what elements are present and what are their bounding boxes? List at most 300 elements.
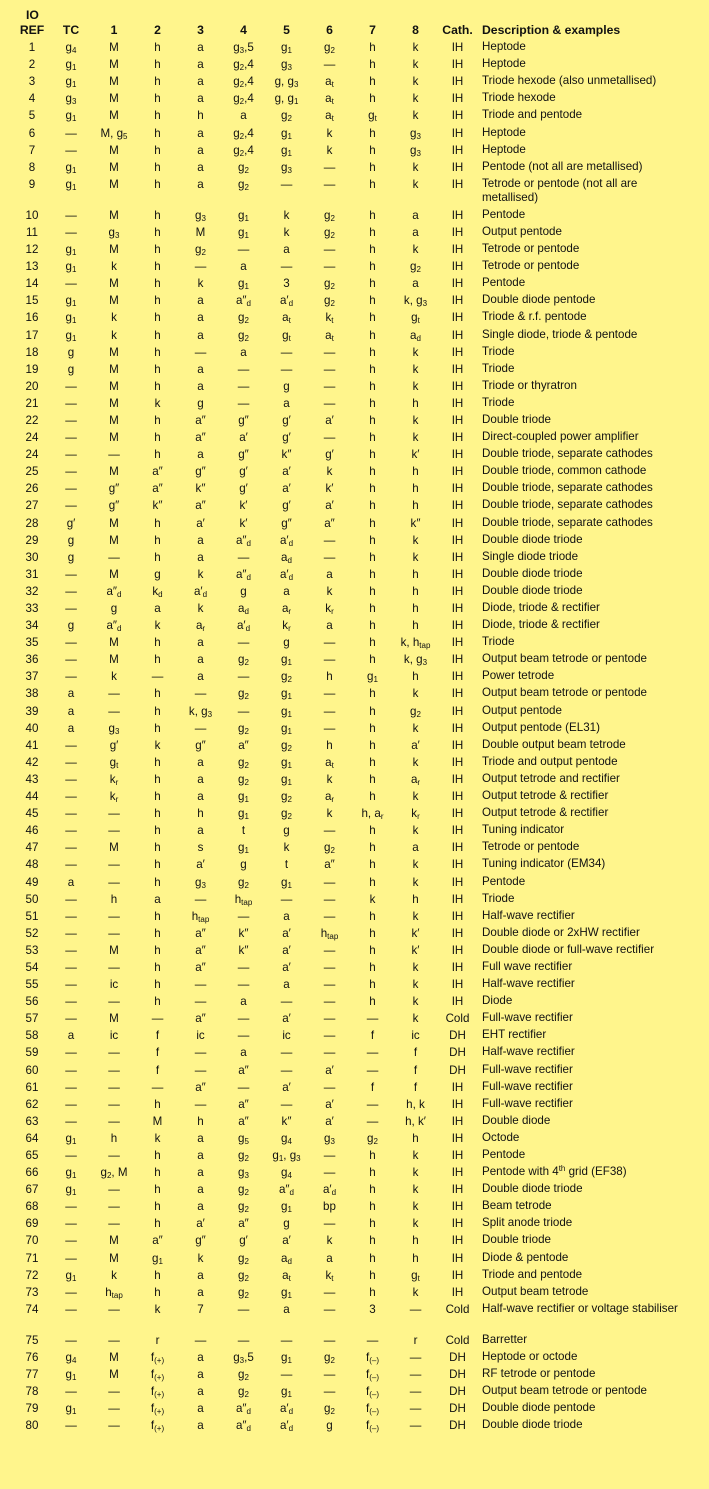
cathode-cell: IH: [451, 516, 464, 530]
pin-2-cell: h: [154, 721, 161, 735]
cathode-cell: IH: [451, 1149, 464, 1162]
cathode-cell: DH: [449, 1029, 466, 1043]
pin-6-cell: $a_r$: [324, 790, 335, 805]
pin-4-cell: $g_3,5$: [233, 41, 254, 56]
ref-cell: 14: [25, 277, 39, 291]
description-cell: Output beam tetrode or pentode: [482, 1384, 648, 1398]
pin-5-cell: a: [283, 243, 290, 257]
pin-1-cell: —: [108, 1385, 120, 1399]
pin-1-cell: M: [109, 943, 119, 957]
table-row: [14, 1233, 688, 1250]
ref-cell: 74: [25, 1302, 39, 1316]
cathode-cell: IH: [451, 670, 464, 684]
pin-6-cell: —: [323, 1012, 336, 1026]
cathode-cell: IH: [451, 225, 464, 239]
ref-cell: 55: [25, 978, 39, 992]
pin-2-cell: h: [154, 875, 161, 889]
pin-3-cell: —: [194, 345, 207, 359]
pin-5-cell: $g_1$: [281, 721, 292, 736]
cathode-cell: IH: [451, 362, 464, 376]
pin-4-cell: —: [237, 636, 250, 650]
pin-5-cell: $g_2$: [281, 109, 292, 124]
pin-7-cell: $g_1$: [367, 670, 378, 685]
table-row: [14, 1199, 688, 1216]
pin-2-cell: h: [154, 1217, 161, 1231]
table-row: [14, 1114, 688, 1131]
pin-4-cell: t: [241, 824, 246, 838]
pin-4-cell: g: [240, 584, 247, 598]
pin-2-cell: h: [154, 1183, 161, 1197]
pin-7-cell: f: [370, 1029, 375, 1043]
pin-3-cell: a: [197, 1368, 204, 1382]
pin-4-cell: $a''_d$: [235, 1402, 251, 1417]
pin-6-cell: $k_t$: [325, 311, 334, 326]
description-cell: Double triode, separate cathodes: [482, 481, 653, 495]
pin-1-cell: g″: [108, 482, 120, 496]
tc-cell: —: [65, 379, 77, 393]
pin-7-cell: h: [369, 790, 376, 804]
pin-7-cell: h: [369, 208, 376, 222]
pin-2-cell: M: [152, 1114, 163, 1128]
pin-8-cell: h: [412, 482, 419, 496]
pin-8-cell: h: [412, 567, 419, 581]
description-cell: Direct-coupled power amplifier: [482, 430, 639, 444]
description-cell: RF tetrode or pentode: [482, 1367, 596, 1381]
pin-6-cell: a″: [324, 858, 335, 872]
pin-4-cell: a′: [239, 431, 248, 445]
description-cell: Output tetrode & rectifier: [482, 789, 609, 803]
pin-5-cell: g: [283, 379, 290, 393]
ref-cell: 44: [25, 790, 39, 804]
pin-6-cell: a: [326, 619, 333, 633]
pin-6-cell: h: [326, 670, 333, 684]
pin-7-cell: h: [369, 687, 376, 701]
ref-cell: 27: [25, 499, 39, 513]
pin-8-cell: h: [412, 1131, 419, 1145]
pin-6-cell: —: [323, 1333, 336, 1347]
pin-5-cell: g: [283, 636, 290, 650]
pin-3-cell: a: [197, 362, 204, 376]
pin-3-cell: k: [197, 567, 204, 581]
pin-1-cell: —: [108, 1183, 120, 1197]
ref-cell: 77: [25, 1368, 39, 1382]
cathode-cell: IH: [451, 413, 464, 427]
pin-5-cell: a: [283, 1302, 290, 1316]
pin-5-cell: $a_t$: [282, 311, 291, 326]
pin-7-cell: h: [369, 225, 376, 239]
table-row: [14, 481, 688, 498]
tc-cell: —: [65, 824, 77, 838]
ref-cell: 20: [25, 379, 39, 393]
pin-4-cell: $g_2$: [238, 875, 249, 890]
description-cell: Double output beam tetrode: [482, 737, 626, 751]
pin-1-cell: —: [108, 824, 120, 838]
cathode-cell: DH: [449, 1063, 466, 1077]
pin-5-cell: a′: [282, 943, 291, 957]
pin-7-cell: h: [369, 482, 376, 496]
table-row: [14, 177, 688, 208]
pin-5-cell: $g_1$: [281, 875, 292, 890]
pin-5-cell: $g_1$: [281, 1200, 292, 1215]
description-cell: Power tetrode: [482, 669, 555, 683]
ref-cell: 65: [25, 1149, 39, 1162]
pin-3-cell: h: [197, 109, 204, 123]
pin-8-cell: k: [412, 177, 419, 191]
pin-5-cell: $a_d$: [281, 1251, 292, 1266]
pin-2-cell: $f_{(+)}$: [150, 1385, 165, 1400]
pin-7-cell: h: [369, 1251, 376, 1265]
description-cell: Full-wave rectifier: [482, 1062, 573, 1076]
pin-8-cell: —: [409, 1402, 422, 1416]
pin-6-cell: —: [323, 345, 336, 359]
pin-1-cell: M: [109, 41, 119, 55]
pin-1-cell: —: [108, 875, 120, 889]
pin-4-cell: $g_2,4$: [233, 58, 254, 73]
pin-5-cell: —: [280, 1368, 293, 1382]
table-row: [14, 806, 688, 823]
tc-cell: —: [65, 1285, 77, 1299]
pin-3-cell: a: [197, 294, 204, 308]
cathode-cell: IH: [451, 328, 464, 342]
pin-4-cell: k′: [239, 516, 248, 530]
pin-8-cell: k: [412, 858, 419, 872]
tc-cell: —: [65, 1385, 77, 1399]
pin-4-cell: —: [237, 978, 250, 992]
pin-5-cell: a′: [282, 960, 291, 974]
pin-7-cell: h: [369, 995, 376, 1009]
tc-cell: —: [65, 567, 77, 581]
pin-5-cell: 3: [283, 277, 290, 291]
pin-2-cell: h: [154, 160, 161, 174]
ref-cell: 1: [28, 41, 36, 55]
pin-4-cell: $g_2$: [238, 1285, 249, 1300]
pin-1-cell: M: [109, 58, 119, 72]
pin-8-cell: k: [412, 379, 419, 393]
cathode-cell: Cold: [445, 1302, 470, 1316]
pin-4-cell: $g_2,4$: [233, 143, 254, 158]
pin-2-cell: h: [154, 516, 161, 530]
pin-1-cell: —: [108, 909, 120, 923]
tc-cell: —: [65, 636, 77, 650]
pin-1-cell: —: [108, 807, 120, 821]
pin-8-cell: $g_3$: [410, 126, 421, 141]
tc-cell: —: [65, 892, 77, 906]
cathode-cell: DH: [449, 1402, 466, 1416]
pin-2-cell: h: [154, 550, 161, 564]
description-cell: Triode hexode (also unmetallised): [482, 74, 657, 88]
ref-cell: 30: [25, 550, 39, 564]
pin-7-cell: h: [369, 1183, 376, 1197]
tc-cell: $g_1$: [65, 311, 77, 326]
table-row: [14, 74, 688, 91]
pin-5-cell: $g_2$: [281, 670, 292, 685]
pin-6-cell: g′: [325, 448, 334, 462]
pin-5-cell: $g_3$: [281, 160, 292, 175]
cathode-cell: IH: [451, 260, 464, 274]
pin-4-cell: $g_2$: [238, 772, 249, 787]
pin-6-header: 6: [326, 23, 333, 37]
cathode-cell: IH: [451, 1131, 464, 1145]
pin-5-cell: k″: [281, 1114, 292, 1128]
pin-3-cell: a: [197, 1149, 204, 1162]
cathode-cell: IH: [451, 311, 464, 325]
pin-3-cell: s: [197, 841, 204, 855]
pin-7-cell: h: [369, 413, 376, 427]
pin-7-cell: h: [369, 1149, 376, 1162]
cathode-cell: IH: [451, 379, 464, 393]
pin-2-cell: h: [154, 75, 161, 89]
pin-3-cell: a″: [195, 960, 206, 974]
cathode-cell: IH: [451, 1097, 464, 1111]
pin-3-cell: 7: [197, 1302, 204, 1316]
description-cell: Double diode triode: [482, 583, 583, 597]
pin-7-cell: h: [369, 909, 376, 923]
pin-5-cell: ic: [282, 1029, 291, 1043]
pin-8-cell: —: [409, 1368, 422, 1382]
ref-cell: 25: [25, 465, 39, 479]
pin-6-cell: —: [323, 960, 336, 974]
pin-7-cell: h, $a_r$: [361, 807, 384, 822]
pin-3-cell: $g_2$: [195, 243, 206, 258]
description-cell: Double diode triode: [482, 532, 583, 546]
pin-3-cell: g: [197, 396, 204, 410]
pin-6-cell: —: [323, 824, 336, 838]
description-cell: Triode: [482, 635, 515, 649]
pin-6-cell: —: [323, 58, 336, 72]
description-cell: Single diode, triode & pentode: [482, 327, 638, 341]
table-row: [14, 823, 688, 840]
table-row: [14, 57, 688, 74]
pin-7-cell: h: [369, 567, 376, 581]
table-row: [14, 789, 688, 806]
description-cell: EHT rectifier: [482, 1028, 547, 1042]
description-cell: Triode and pentode: [482, 1267, 583, 1281]
pin-3-cell: g″: [195, 738, 206, 752]
pin-8-cell: k: [412, 995, 419, 1009]
pin-8-cell: k, $h_{tap}$: [400, 636, 431, 651]
pin-3-cell: a′: [196, 858, 205, 872]
pin-7-cell: h: [369, 772, 376, 786]
table-row: [14, 276, 688, 293]
table-row: [14, 1418, 688, 1435]
ref-cell: 79: [25, 1402, 39, 1416]
tc-cell: $g_1$: [65, 1368, 77, 1383]
pin-8-cell: a: [412, 225, 419, 239]
table-row: [14, 550, 688, 567]
tc-cell: —: [65, 225, 77, 239]
pin-4-cell: $a_d$: [238, 602, 249, 616]
pin-3-cell: a″: [195, 943, 206, 957]
pin-7-cell: h: [369, 92, 376, 106]
ref-cell: 17: [25, 328, 39, 342]
pin-6-cell: bp: [323, 1200, 336, 1214]
ref-cell: 46: [25, 824, 39, 838]
pin-5-cell: $g_1$: [281, 704, 292, 719]
ref-cell: 36: [25, 653, 39, 667]
pin-6-cell: —: [323, 875, 336, 889]
pin-2-cell: h: [154, 687, 161, 701]
pin-4-cell: $g_2$: [238, 1149, 249, 1163]
pin-7-header: 7: [369, 23, 376, 37]
description-cell: Triode: [482, 361, 515, 375]
pin-3-cell: a: [197, 670, 204, 684]
pin-4-cell: $g_2$: [238, 1251, 249, 1266]
description-cell: Double diode triode: [482, 1418, 583, 1432]
pin-1-cell: M: [109, 160, 119, 174]
pin-4-cell: $a''_d$: [235, 567, 251, 582]
pin-8-cell: k: [412, 755, 419, 769]
description-cell: Double diode triode: [482, 566, 583, 580]
pin-4-cell: $g_2$: [238, 653, 249, 668]
pin-2-cell: h: [154, 1200, 161, 1214]
ref-cell: 38: [25, 687, 39, 701]
pin-1-cell: M: [109, 533, 119, 547]
description-cell: Diode, triode & rectifier: [482, 618, 600, 632]
pin-7-cell: h: [369, 978, 376, 992]
description-cell: Half-wave rectifier: [482, 977, 575, 991]
cathode-cell: DH: [449, 1385, 466, 1399]
pin-1-cell: M: [109, 1234, 119, 1248]
pin-5-cell: —: [280, 1063, 293, 1077]
tc-cell: —: [65, 1097, 77, 1111]
tc-cell: —: [65, 1080, 77, 1094]
description-cell: Double triode: [482, 412, 551, 426]
table-row: [14, 994, 688, 1011]
pin-4-cell: $g_2$: [238, 1268, 249, 1283]
pin-4-cell: g: [240, 858, 247, 872]
pin-6-cell: $a_t$: [325, 755, 334, 770]
table-row: [14, 208, 688, 225]
tc-cell: —: [65, 482, 77, 496]
tc-cell: $g_1$: [65, 243, 77, 258]
pin-2-header: 2: [154, 23, 161, 37]
cathode-cell: IH: [451, 1285, 464, 1299]
tc-cell: —: [65, 1419, 77, 1433]
pin-6-cell: a′: [325, 1114, 334, 1128]
pin-1-cell: g: [110, 602, 118, 615]
tc-cell: g: [67, 550, 75, 564]
pin-1-cell: —: [108, 960, 120, 974]
pin-1-cell: $g_3$: [108, 225, 120, 240]
pin-7-cell: k: [369, 892, 376, 906]
pin-6-cell: $k_t$: [325, 1268, 334, 1283]
pin-8-cell: $g_2$: [410, 260, 421, 275]
pin-5-header: 5: [283, 23, 290, 37]
pin-8-cell: k: [412, 1149, 419, 1162]
ref-cell: 67: [25, 1183, 39, 1197]
cathode-cell: IH: [451, 109, 464, 123]
tc-cell: —: [65, 841, 77, 855]
ref-cell: 6: [28, 126, 36, 140]
tc-cell: —: [65, 431, 77, 445]
table-row: [14, 1350, 688, 1367]
table-row: [14, 1268, 688, 1285]
table-row: [14, 1251, 688, 1268]
pin-3-cell: a′: [196, 1217, 205, 1231]
pin-8-cell: k: [412, 875, 419, 889]
pin-4-cell: —: [237, 1080, 250, 1094]
tc-header: TC: [62, 23, 80, 37]
pin-2-cell: h: [154, 58, 161, 72]
cathode-cell: IH: [451, 926, 464, 940]
pin-4-cell: $g_1$: [238, 225, 249, 240]
pin-3-cell: a: [197, 1131, 204, 1145]
pin-8-cell: —: [409, 1419, 422, 1433]
table-row: [14, 362, 688, 379]
pin-1-cell: $g_t$: [109, 755, 119, 770]
table-row: [14, 567, 688, 584]
cathode-cell: IH: [451, 995, 464, 1009]
pin-4-cell: $g_2$: [238, 177, 249, 192]
cathode-cell: IH: [451, 143, 464, 157]
description-cell: Double diode pentode: [482, 1401, 596, 1415]
table-row: [14, 259, 688, 276]
ref-cell: 41: [25, 738, 39, 752]
pin-7-cell: —: [366, 1114, 379, 1128]
pin-2-cell: h: [154, 790, 161, 804]
pin-3-cell: a: [197, 790, 204, 804]
table-row: [14, 533, 688, 550]
description-cell: Pentode: [482, 276, 526, 290]
pin-7-cell: h: [369, 1200, 376, 1214]
table-row: [14, 293, 688, 310]
description-cell: Pentode (not all are metallised): [482, 159, 643, 173]
ref-cell: 76: [25, 1350, 39, 1364]
pin-6-cell: —: [323, 653, 336, 667]
pin-5-cell: $g_t$: [282, 328, 291, 343]
pin-5-cell: $g_2$: [281, 807, 292, 822]
pin-4-cell: $g_2$: [238, 721, 249, 736]
tc-cell: $g_4$: [65, 41, 77, 56]
ref-cell: 80: [25, 1419, 39, 1433]
ref-cell: 15: [25, 294, 39, 308]
table-row: [14, 755, 688, 772]
cathode-cell: IH: [451, 772, 464, 786]
pin-6-cell: —: [323, 1302, 336, 1316]
pin-8-cell: h, k: [406, 1097, 425, 1111]
description-cell: Barretter: [482, 1332, 528, 1346]
valve-base-connections-table: [14, 8, 688, 1435]
table-row: [14, 242, 688, 259]
pin-8-cell: k: [412, 362, 419, 376]
pin-6-cell: $g_2$: [324, 1402, 335, 1417]
cathode-cell: IH: [451, 943, 464, 957]
ref-cell: 13: [25, 260, 39, 274]
tc-cell: $g_1$: [65, 1131, 77, 1146]
pin-7-cell: h: [369, 533, 376, 547]
cathode-cell: IH: [451, 978, 464, 992]
pin-6-cell: $a_t$: [325, 328, 334, 343]
pin-1-cell: —: [108, 995, 120, 1009]
pin-8-cell: k: [412, 1217, 419, 1231]
pin-5-cell: $g_1$: [281, 126, 292, 141]
pin-8-cell: k: [412, 721, 419, 735]
pin-7-cell: $f_{(-)}$: [365, 1419, 379, 1434]
pin-3-cell: a: [197, 1200, 204, 1214]
table-row: [14, 1080, 688, 1097]
description-cell: Output pentode: [482, 224, 562, 238]
cathode-cell: IH: [451, 448, 464, 462]
description-cell: Heptode: [482, 57, 526, 71]
table-row: [14, 738, 688, 755]
pin-7-cell: h: [369, 1166, 376, 1180]
pin-1-cell: M, $g_5$: [100, 126, 128, 141]
description-cell: Double diode pentode: [482, 293, 596, 307]
pin-6-cell: —: [323, 362, 336, 376]
description-cell: Diode & pentode: [482, 1250, 569, 1264]
pin-1-cell: M: [109, 636, 119, 650]
cathode-cell: IH: [451, 704, 464, 718]
